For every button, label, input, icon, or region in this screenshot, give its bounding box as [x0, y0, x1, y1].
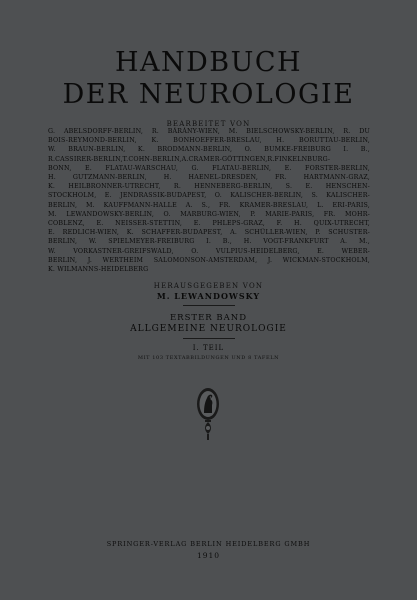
contributor-line: BERLIN, M. KAUFFMANN-HALLE A. S., FR. KRAMER-BRESLAU, L. ERI-PARIS, — [48, 201, 370, 209]
contributor-line: BONN, E. FLATAU-WARSCHAU, G. FLATAU-BERLIN, E. FORSTER-BERLIN, — [48, 164, 370, 172]
contributor-line: M. LEWANDOWSKY-BERLIN, O. MARBURG-WIEN, P. MARIE-PARIS, FR. MOHR- — [48, 210, 370, 218]
contributor-line: K. HEILBRONNER-UTRECHT, R. HENNEBERG-BERLIN, S. E. HENSCHEN- — [48, 183, 370, 191]
part-label: I. TEIL — [192, 344, 225, 352]
contributor-line: H. GUTZMANN-BERLIN, H. HAENEL-DRESDEN, FR. HARTMANN-GRAZ, — [48, 174, 370, 182]
editor-name: M. LEWANDOWSKY — [156, 291, 261, 301]
volume-label: ERSTER BAND — [169, 313, 248, 323]
springer-knight-logo-icon — [196, 380, 220, 444]
divider — [183, 338, 235, 339]
contributor-line: BERLIN, J. WERTHEIM SALOMONSON-AMSTERDAM, J. WICKMAN-STOCKHOLM, — [48, 256, 370, 264]
publisher: SPRINGER-VERLAG BERLIN HEIDELBERG GMBH — [106, 540, 311, 548]
contributor-line: E. REDLICH-WIEN, K. SCHAFFER-BUDAPEST, A. SCHÜLLER-WIEN, P. SCHUSTER- — [48, 229, 370, 237]
contributor-line: R.CASSIRER-BERLIN,T.COHN-BERLIN,A.CRAMER-GÖTTINGEN,R.FINKELNBURG- — [48, 155, 331, 163]
title-line-1: HANDBUCH — [114, 47, 303, 78]
volume-title: ALLGEMEINE NEUROLOGIE — [130, 324, 287, 334]
contributor-line: BERLIN, W. SPIELMEYER-FREIBURG I. B., H. VOGT-FRANKFURT A. M., — [48, 238, 370, 246]
contributor-line: W. BRAUN-BERLIN, K. BRODMANN-BERLIN, O. BUMKE-FREIBURG I. B., — [48, 146, 370, 154]
contributor-line: BOIS-REYMOND-BERLIN, K. BONHOEFFER-BRESLAU, H. BORUTTAU-BERLIN, — [48, 137, 370, 145]
contributors-list — [48, 127, 370, 274]
illustrations-note: MIT 103 TEXTABBILDUNGEN UND 8 TAFELN — [137, 355, 280, 361]
contributor-line: G. ABELSDORFF-BERLIN, R. BÁRÁNY-WIEN, M. BIELSCHOWSKY-BERLIN, R. DU — [48, 128, 370, 135]
publication-year: 1910 — [196, 551, 221, 560]
contributor-line: K. WILMANNS-HEIDELBERG — [48, 266, 149, 274]
herausgegeben-von: HERAUSGEGEBEN VON — [153, 282, 264, 290]
contributor-line: STOCKHOLM, E. JENDRASSIK-BUDAPEST, O. KALISCHER-BERLIN, S. KALISCHER- — [48, 192, 370, 200]
contributor-line: W. VORKASTNER-GREIFSWALD, O. VULPIUS-HEIDELBERG, E. WEBER- — [48, 247, 370, 255]
divider — [183, 305, 235, 306]
title-line-2: DER NEUROLOGIE — [62, 79, 355, 110]
contributor-line: COBLENZ, E. NEISSER-STETTIN, E. PHLEPS-GRAZ, F. H. QUIX-UTRECHT, — [48, 220, 370, 228]
bearbeitet-von: BEARBEITET VON — [166, 120, 251, 128]
